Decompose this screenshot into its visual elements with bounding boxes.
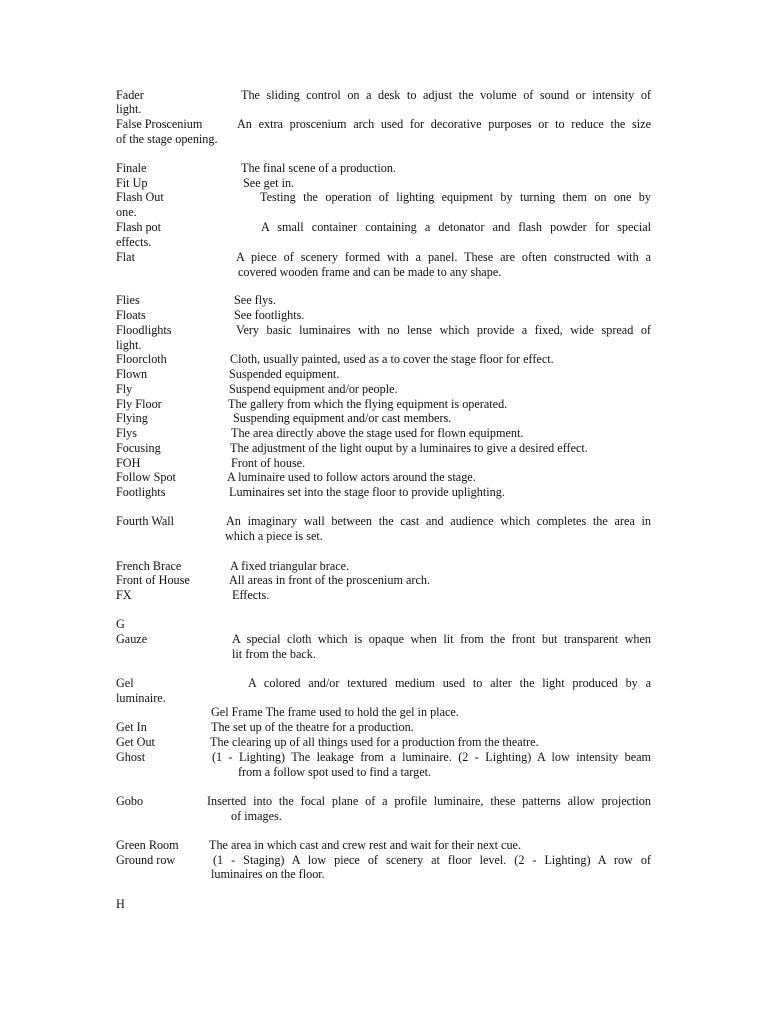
- term-gel: Gel: [116, 676, 134, 690]
- definition-flying: Suspending equipment and/or cast members.: [233, 411, 452, 425]
- definition-fader: The sliding control on a desk to adjust the volume of sound or intensity of: [241, 88, 651, 102]
- definition-focusing: The adjustment of the light ouput by a luminaires to give a desired effect.: [230, 441, 588, 455]
- term-fit-up: Fit Up: [116, 176, 148, 190]
- term-floodlights: Floodlights: [116, 323, 172, 337]
- definition-fourth-wall-cont: which a piece is set.: [225, 529, 323, 543]
- definition-floats: See footlights.: [234, 308, 305, 322]
- definition-ground-row-cont: luminaires on the floor.: [211, 867, 325, 881]
- definition-flown: Suspended equipment.: [229, 367, 340, 381]
- term-flies: Flies: [116, 293, 140, 307]
- definition-floodlights-cont: light.: [116, 338, 142, 352]
- definition-floodlights: Very basic luminaires with no lense which provide a fixed, wide spread of: [236, 323, 651, 337]
- section-heading-g: G: [116, 617, 125, 631]
- definition-false-proscenium-cont: of the stage opening.: [116, 132, 218, 146]
- term-get-out: Get Out: [116, 735, 155, 749]
- definition-flat: A piece of scenery formed with a panel. These are often constructed with a: [236, 250, 651, 264]
- term-flat: Flat: [116, 250, 135, 264]
- definition-footlights: Luminaires set into the stage floor to provide uplighting.: [229, 485, 505, 499]
- definition-gauze: A special cloth which is opaque when lit from the front but transparent when: [232, 632, 651, 646]
- term-fly: Fly: [116, 382, 133, 396]
- definition-flash-pot: A small container containing a detonator and flash powder for special: [261, 220, 651, 234]
- definition-false-proscenium: An extra proscenium arch used for decorative purposes or to reduce the size: [237, 117, 651, 131]
- term-floats: Floats: [116, 308, 146, 322]
- definition-follow-spot: A luminaire used to follow actors around the stage.: [227, 470, 476, 484]
- term-foh: FOH: [116, 456, 141, 470]
- definition-flash-pot-cont: effects.: [116, 235, 152, 249]
- term-focusing: Focusing: [116, 441, 161, 455]
- term-fx: FX: [116, 588, 132, 602]
- definition-flat-cont: covered wooden frame and can be made to any shape.: [238, 265, 502, 279]
- term-footlights: Footlights: [116, 485, 166, 499]
- entry-gel-frame: Gel Frame The frame used to hold the gel in place.: [211, 705, 459, 719]
- definition-french-brace: A fixed triangular brace.: [230, 559, 350, 573]
- definition-flash-out: Testing the operation of lighting equipment by turning them on one by: [260, 190, 651, 204]
- definition-fourth-wall: An imaginary wall between the cast and audience which completes the area in: [226, 514, 651, 528]
- definition-fader-cont: light.: [116, 102, 142, 116]
- term-fader: Fader: [116, 88, 144, 102]
- term-floorcloth: Floorcloth: [116, 352, 167, 366]
- term-green-room: Green Room: [116, 838, 179, 852]
- term-flash-pot: Flash pot: [116, 220, 162, 234]
- term-gobo: Gobo: [116, 794, 144, 808]
- term-flash-out: Flash Out: [116, 190, 164, 204]
- definition-ground-row: (1 - Staging) A low piece of scenery at floor level. (2 - Lighting) A row of: [213, 853, 651, 867]
- term-finale: Finale: [116, 161, 147, 175]
- definition-gel: A colored and/or textured medium used to alter the light produced by a: [248, 676, 651, 690]
- definition-floorcloth: Cloth, usually painted, used as a to cover the stage floor for effect.: [230, 352, 554, 366]
- term-front-of-house: Front of House: [116, 573, 190, 587]
- definition-flies: See flys.: [234, 293, 276, 307]
- definition-fx: Effects.: [232, 588, 270, 602]
- definition-gauze-cont: lit from the back.: [232, 647, 316, 661]
- definition-ghost: (1 - Lighting) The leakage from a luminaire. (2 - Lighting) A low intensity beam: [212, 750, 651, 764]
- definition-finale: The final scene of a production.: [241, 161, 396, 175]
- definition-ghost-cont: from a follow spot used to find a target.: [238, 765, 432, 779]
- term-follow-spot: Follow Spot: [116, 470, 176, 484]
- section-heading-h: H: [116, 897, 125, 911]
- definition-green-room: The area in which cast and crew rest and wait for their next cue.: [209, 838, 521, 852]
- term-flown: Flown: [116, 367, 148, 381]
- definition-front-of-house: All areas in front of the proscenium arch.: [229, 573, 431, 587]
- definition-flash-out-cont: one.: [116, 205, 137, 219]
- term-fourth-wall: Fourth Wall: [116, 514, 175, 528]
- definition-gobo: Inserted into the focal plane of a profile luminaire, these patterns allow projection: [207, 794, 651, 808]
- definition-fly: Suspend equipment and/or people.: [229, 382, 398, 396]
- term-flys: Flys: [116, 426, 138, 440]
- term-fly-floor: Fly Floor: [116, 397, 162, 411]
- term-gauze: Gauze: [116, 632, 148, 646]
- term-false-proscenium: False Proscenium: [116, 117, 203, 131]
- definition-fly-floor: The gallery from which the flying equipment is operated.: [228, 397, 508, 411]
- term-ghost: Ghost: [116, 750, 146, 764]
- term-get-in: Get In: [116, 720, 147, 734]
- definition-fit-up: See get in.: [243, 176, 295, 190]
- term-french-brace: French Brace: [116, 559, 182, 573]
- definition-get-out: The clearing up of all things used for a production from the theatre.: [210, 735, 539, 749]
- definition-gel-cont: luminaire.: [116, 691, 166, 705]
- definition-foh: Front of house.: [231, 456, 306, 470]
- definition-gobo-cont: of images.: [231, 809, 282, 823]
- definition-get-in: The set up of the theatre for a production.: [211, 720, 414, 734]
- term-flying: Flying: [116, 411, 148, 425]
- definition-flys: The area directly above the stage used for flown equipment.: [231, 426, 524, 440]
- term-ground-row: Ground row: [116, 853, 176, 867]
